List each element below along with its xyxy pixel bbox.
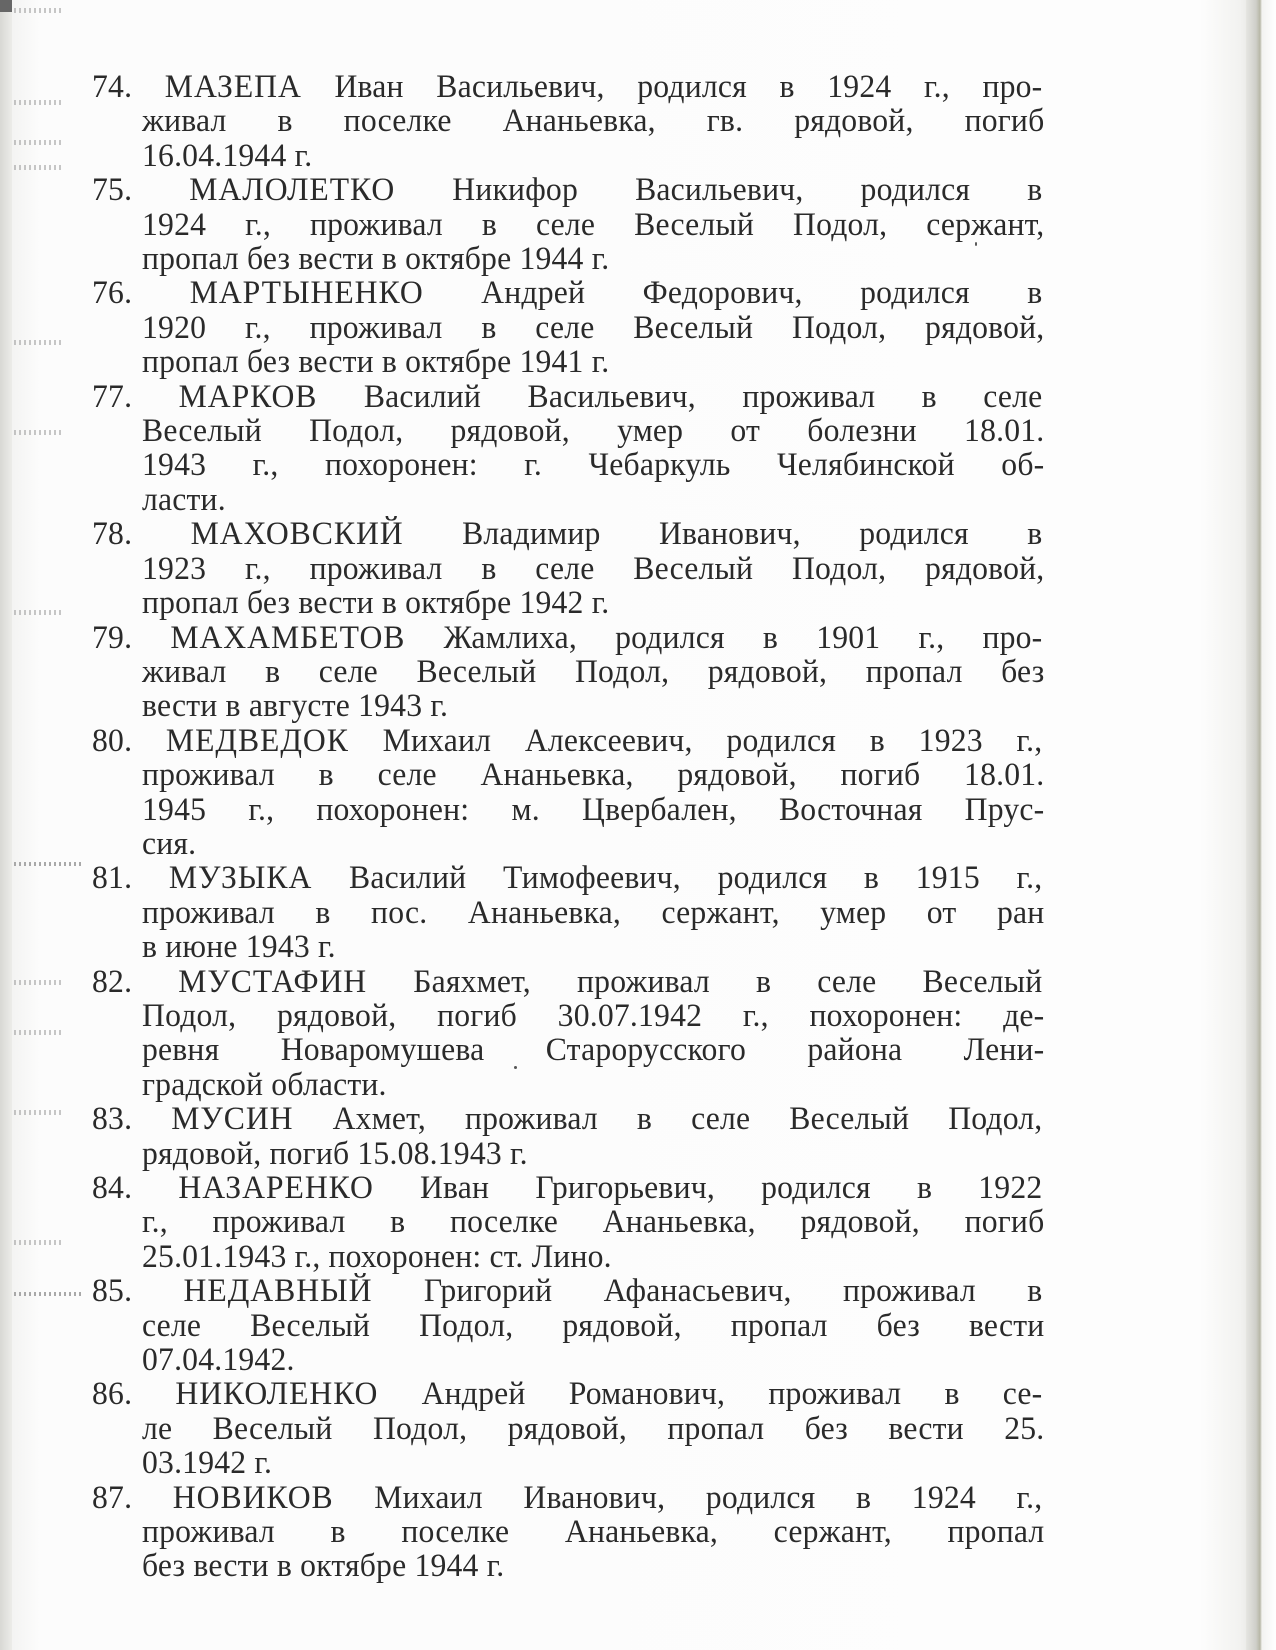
entry-text: Иван Васильевич, родился в 1924 г., про- xyxy=(334,69,1043,105)
margin-artifact xyxy=(14,1030,62,1035)
entry-surname: МАЛОЛЕТКО xyxy=(189,172,396,209)
entry-continuation-line: селе Веселый Подол, рядовой, пропал без вести xyxy=(142,1307,1045,1344)
entry-number: 87. xyxy=(92,1479,133,1516)
entry-number: 76. xyxy=(92,275,133,312)
entry-number: 75. xyxy=(92,172,133,209)
entry-continuation-line: вести в августе 1943 г. xyxy=(142,688,449,725)
scan-corner-mark xyxy=(0,0,12,12)
entry-continuation-line: 03.1942 г. xyxy=(142,1445,273,1482)
page-left-edge xyxy=(0,0,12,1650)
entry-surname: МЕДВЕДОК xyxy=(165,722,349,759)
entry-surname: МАЗЕПА xyxy=(164,69,302,105)
entry-first-line xyxy=(92,1102,1042,1136)
entry-number: 77. xyxy=(92,378,133,415)
entry-continuation-line: сия. xyxy=(142,825,197,862)
entry-text: Василий Тимофеевич, родился в 1915 г., xyxy=(349,860,1043,897)
entry-continuation-line: рядовой, погиб 15.08.1943 г. xyxy=(142,1135,528,1172)
entry-text: Андрей Романович, проживал в се- xyxy=(421,1376,1043,1413)
entry-continuation-line: ревня Новаромушева Старорусского района Лени- xyxy=(142,1032,1045,1069)
entry-text: Михаил Иванович, родился в 1924 г., xyxy=(374,1479,1043,1516)
entry-surname: МАРКОВ xyxy=(178,378,318,415)
entry-first-line xyxy=(92,1481,1042,1515)
entry-number: 86. xyxy=(92,1376,133,1413)
entry-text: Ахмет, проживал в селе Веселый Подол, xyxy=(332,1101,1043,1138)
entry-text: Никифор Васильевич, родился в xyxy=(452,172,1043,209)
list-item xyxy=(92,861,1082,964)
entry-first-line xyxy=(92,965,1042,999)
entry-continuation-line: живал в селе Веселый Подол, рядовой, пропал без xyxy=(142,653,1045,690)
entry-number: 74. xyxy=(92,69,133,105)
entry-continuation-line: пропал без вести в октябре 1944 г. xyxy=(142,241,610,278)
list-item xyxy=(92,173,1082,276)
entry-list xyxy=(92,70,1082,1584)
entry-number: 85. xyxy=(92,1273,133,1310)
list-item xyxy=(92,70,1082,173)
margin-artifact xyxy=(14,980,62,985)
entry-continuation-line: 1920 г., проживал в селе Веселый Подол, рядовой, xyxy=(142,309,1045,346)
margin-artifact xyxy=(14,1110,62,1115)
entry-continuation-line: проживал в селе Ананьевка, рядовой, погиб 18.01. xyxy=(142,757,1045,794)
margin-artifact xyxy=(14,165,62,170)
list-item xyxy=(92,1377,1082,1480)
entry-number: 80. xyxy=(92,722,133,759)
list-item xyxy=(92,1481,1082,1584)
margin-artifact xyxy=(14,100,62,105)
entry-number: 82. xyxy=(92,963,133,1000)
margin-artifact xyxy=(14,8,62,13)
entry-number: 83. xyxy=(92,1101,133,1138)
entry-continuation-line: Подол, рядовой, погиб 30.07.1942 г., похоронен: де- xyxy=(142,997,1045,1034)
list-item xyxy=(92,380,1082,518)
entry-number: 78. xyxy=(92,516,133,553)
list-item xyxy=(92,621,1082,724)
entry-first-line xyxy=(92,70,1042,104)
entry-continuation-line: без вести в октябре 1944 г. xyxy=(142,1548,505,1585)
entry-text: Василий Васильевич, проживал в селе xyxy=(363,378,1043,415)
entry-first-line xyxy=(92,517,1042,551)
list-item xyxy=(92,1274,1082,1377)
list-item xyxy=(92,1171,1082,1274)
list-item xyxy=(92,276,1082,379)
entry-continuation-line: ле Веселый Подол, рядовой, пропал без вести 25. xyxy=(142,1410,1045,1447)
entry-number: 81. xyxy=(92,860,133,897)
entry-continuation-line: ласти. xyxy=(142,481,226,518)
entry-surname: МАХОВСКИЙ xyxy=(190,516,404,553)
entry-surname: НИКОЛЕНКО xyxy=(175,1376,379,1413)
entry-continuation-line: пропал без вести в октябре 1941 г. xyxy=(142,344,610,381)
margin-artifact xyxy=(14,862,84,866)
margin-artifact xyxy=(14,1292,84,1296)
entry-text: Баяхмет, проживал в селе Веселый xyxy=(413,963,1043,1000)
entry-text: Владимир Иванович, родился в xyxy=(462,516,1043,553)
entry-surname: МУСИН xyxy=(171,1101,294,1138)
entry-text: Иван Григорьевич, родился в 1922 xyxy=(419,1170,1043,1206)
entry-text: Жамлиха, родился в 1901 г., про- xyxy=(443,619,1043,656)
margin-artifact xyxy=(14,340,62,345)
margin-artifact xyxy=(14,610,62,615)
entry-surname: МУЗЫКА xyxy=(168,860,313,897)
entry-continuation-line: 1945 г., похоронен: м. Цвербален, Восточная Прус- xyxy=(142,791,1045,828)
entry-continuation-line: г., проживал в поселке Ананьевка, рядовой, погиб xyxy=(142,1204,1045,1241)
entry-first-line xyxy=(92,380,1042,414)
entry-first-line xyxy=(92,621,1042,655)
entry-first-line xyxy=(92,861,1042,895)
list-item xyxy=(92,724,1082,862)
margin-artifact xyxy=(14,140,62,145)
entry-surname: НОВИКОВ xyxy=(172,1479,334,1516)
entry-continuation-line: живал в поселке Ананьевка, гв. рядовой, погиб xyxy=(142,103,1045,140)
entry-first-line xyxy=(92,1274,1042,1308)
entry-text: Андрей Федорович, родился в xyxy=(481,275,1043,312)
entry-continuation-line: Веселый Подол, рядовой, умер от болезни 18.01. xyxy=(142,413,1045,450)
entry-continuation-line: 1943 г., похоронен: г. Чебаркуль Челябинской об- xyxy=(142,447,1045,484)
margin-artifact xyxy=(14,430,62,435)
entry-continuation-line: проживал в пос. Ананьевка, сержант, умер от ран xyxy=(142,894,1045,931)
entry-surname: НАЗАРЕНКО xyxy=(178,1170,374,1206)
entry-text: Михаил Алексеевич, родился в 1923 г., xyxy=(382,722,1043,759)
entry-surname: НЕДАВНЫЙ xyxy=(183,1273,373,1310)
entry-continuation-line: 07.04.1942. xyxy=(142,1342,295,1379)
entry-text: Григорий Афанасьевич, проживал в xyxy=(423,1273,1043,1310)
entry-continuation-line: 1924 г., проживал в селе Веселый Подол, сержант, xyxy=(142,206,1045,243)
entry-continuation-line: проживал в поселке Ананьевка, сержант, пропал xyxy=(142,1514,1045,1551)
page-binding-edge xyxy=(1246,0,1276,1650)
entry-first-line xyxy=(92,1377,1042,1411)
entry-continuation-line: градской области. xyxy=(142,1066,387,1103)
list-item xyxy=(92,965,1082,1103)
entry-continuation-line: 1923 г., проживал в селе Веселый Подол, рядовой, xyxy=(142,550,1045,587)
entry-number: 84. xyxy=(92,1170,133,1206)
entry-first-line xyxy=(92,724,1042,758)
list-item xyxy=(92,1102,1082,1171)
entry-surname: МУСТАФИН xyxy=(178,963,368,1000)
entry-surname: МАХАМБЕТОВ xyxy=(170,619,406,656)
entry-first-line xyxy=(92,276,1042,310)
entry-continuation-line: 25.01.1943 г., похоронен: ст. Лино. xyxy=(142,1238,612,1275)
entry-continuation-line: пропал без вести в октябре 1942 г. xyxy=(142,585,610,622)
entry-first-line xyxy=(92,173,1042,207)
entry-surname: МАРТЫНЕНКО xyxy=(189,275,424,312)
entry-continuation-line: 16.04.1944 г. xyxy=(142,137,313,174)
entry-continuation-line: в июне 1943 г. xyxy=(142,929,336,966)
entry-first-line xyxy=(92,1171,1042,1205)
entry-number: 79. xyxy=(92,619,133,656)
list-item xyxy=(92,517,1082,620)
margin-artifact xyxy=(14,1240,62,1245)
